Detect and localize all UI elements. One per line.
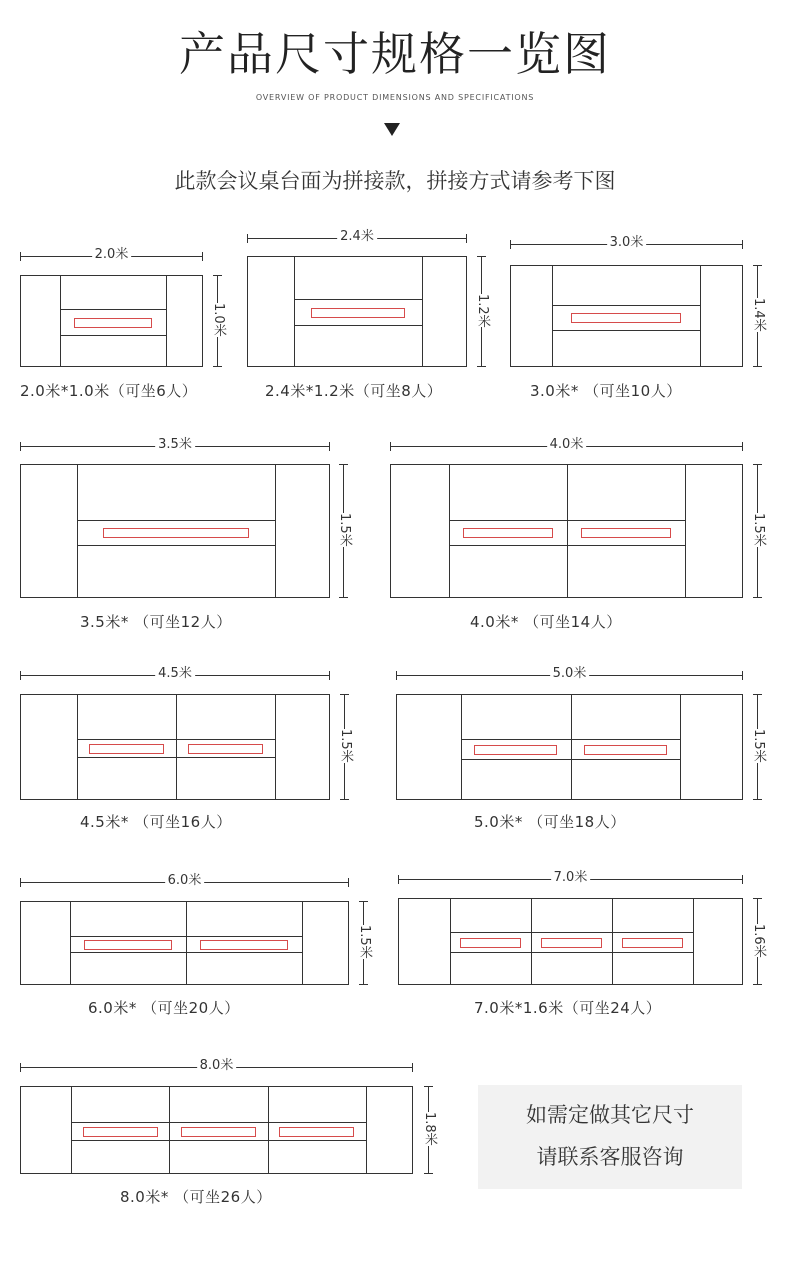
- size-caption: 6.0米* （可坐20人）: [88, 999, 240, 1017]
- width-label: 6.0米: [165, 874, 205, 888]
- width-dimension-tick: [20, 252, 21, 261]
- width-dimension-tick: [202, 252, 203, 261]
- table-end-divider: [275, 465, 276, 597]
- height-label: 1.4米: [751, 298, 766, 332]
- height-dimension-tick: [424, 1173, 433, 1174]
- width-dimension-tick: [20, 671, 21, 680]
- height-dimension-tick: [359, 901, 368, 902]
- power-outlet-strip: [83, 1127, 158, 1137]
- height-label: 1.5米: [357, 925, 372, 959]
- width-dimension-tick: [466, 234, 467, 243]
- width-label: 3.0米: [607, 236, 647, 250]
- table-outline: [20, 1086, 413, 1174]
- height-label: 1.8米: [422, 1112, 437, 1146]
- table-end-divider: [700, 266, 701, 366]
- power-outlet-strip: [460, 938, 522, 948]
- power-outlet-strip: [103, 528, 250, 538]
- width-dimension-tick: [742, 875, 743, 884]
- height-dimension-tick: [213, 366, 222, 367]
- page-title: 产品尺寸规格一览图: [179, 27, 611, 81]
- size-caption: 2.0米*1.0米（可坐6人）: [20, 382, 198, 400]
- power-outlet-strip: [89, 744, 164, 754]
- size-caption: 8.0米* （可坐26人）: [120, 1188, 272, 1206]
- height-dimension-tick: [424, 1086, 433, 1087]
- height-dimension-tick: [339, 597, 348, 598]
- width-dimension-tick: [396, 671, 397, 680]
- height-dimension-tick: [359, 984, 368, 985]
- width-dimension-tick: [247, 234, 248, 243]
- power-outlet-strip: [474, 745, 557, 755]
- down-arrow-icon: [384, 123, 400, 136]
- height-label: 1.5米: [337, 513, 352, 547]
- width-dimension-tick: [329, 442, 330, 451]
- table-end-divider: [422, 257, 423, 366]
- height-label: 1.5米: [751, 729, 766, 763]
- width-dimension-tick: [742, 671, 743, 680]
- width-label: 2.0米: [92, 248, 132, 262]
- power-outlet-strip: [181, 1127, 256, 1137]
- table-outline: [396, 694, 743, 800]
- page-subtitle: OVERVIEW OF PRODUCT DIMENSIONS AND SPECIFICATIONS: [255, 93, 535, 102]
- custom-size-box: [478, 1085, 742, 1189]
- table-end-divider: [166, 276, 167, 366]
- table-end-divider: [680, 695, 681, 799]
- table-outline: [20, 464, 330, 598]
- power-outlet-strip: [200, 940, 288, 950]
- table-end-divider: [366, 1087, 367, 1173]
- size-caption: 4.5米* （可坐16人）: [80, 813, 232, 831]
- table-end-divider: [685, 465, 686, 597]
- table-end-divider: [302, 902, 303, 984]
- power-outlet-strip: [541, 938, 603, 948]
- custom-line-2: 请联系客服咨询: [536, 1145, 684, 1169]
- power-outlet-strip: [279, 1127, 354, 1137]
- power-outlet-strip: [311, 308, 406, 318]
- size-caption: 5.0米* （可坐18人）: [474, 813, 626, 831]
- height-dimension-tick: [753, 265, 762, 266]
- power-outlet-strip: [571, 313, 681, 323]
- height-dimension-tick: [753, 366, 762, 367]
- table-outline: [398, 898, 743, 985]
- width-dimension-tick: [20, 442, 21, 451]
- width-label: 8.0米: [197, 1059, 237, 1073]
- power-outlet-strip: [188, 744, 263, 754]
- splicing-note: 此款会议桌台面为拼接款，拼接方式请参考下图: [174, 169, 616, 193]
- width-label: 3.5米: [155, 438, 195, 452]
- height-dimension-tick: [340, 694, 349, 695]
- height-dimension-tick: [340, 799, 349, 800]
- width-dimension-tick: [398, 875, 399, 884]
- table-end-divider: [275, 695, 276, 799]
- height-dimension-tick: [753, 597, 762, 598]
- height-dimension-tick: [477, 256, 486, 257]
- height-dimension-tick: [753, 898, 762, 899]
- height-label: 1.2米: [475, 293, 490, 328]
- power-outlet-strip: [84, 940, 172, 950]
- width-label: 5.0米: [550, 667, 590, 681]
- height-label: 1.0米: [211, 303, 226, 337]
- height-dimension-tick: [753, 799, 762, 800]
- height-dimension-tick: [339, 464, 348, 465]
- size-caption: 2.4米*1.2米（可坐8人）: [265, 382, 443, 400]
- power-outlet-strip: [74, 318, 152, 328]
- width-dimension-tick: [390, 442, 391, 451]
- width-dimension-tick: [742, 240, 743, 249]
- height-label: 1.6米: [751, 923, 766, 958]
- width-label: 7.0米: [551, 871, 591, 885]
- height-dimension-tick: [213, 275, 222, 276]
- custom-line-1: 如需定做其它尺寸: [526, 1103, 694, 1127]
- width-label: 4.5米: [155, 667, 195, 681]
- size-caption: 3.0米* （可坐10人）: [530, 382, 682, 400]
- table-outline: [390, 464, 743, 598]
- table-outline: [247, 256, 467, 367]
- table-outline: [20, 901, 349, 985]
- height-label: 1.5米: [751, 513, 766, 547]
- width-dimension-tick: [20, 878, 21, 887]
- width-dimension-tick: [742, 442, 743, 451]
- width-dimension-tick: [412, 1063, 413, 1072]
- table-outline: [510, 265, 743, 367]
- power-outlet-strip: [622, 938, 684, 948]
- power-outlet-strip: [463, 528, 553, 538]
- height-dimension-tick: [477, 366, 486, 367]
- width-label: 2.4米: [337, 230, 377, 244]
- height-dimension-tick: [753, 694, 762, 695]
- width-dimension-tick: [20, 1063, 21, 1072]
- power-outlet-strip: [584, 745, 667, 755]
- width-dimension-tick: [348, 878, 349, 887]
- width-label: 4.0米: [547, 438, 587, 452]
- size-caption: 7.0米*1.6米（可坐24人）: [474, 999, 662, 1017]
- height-dimension-tick: [753, 984, 762, 985]
- table-outline: [20, 275, 203, 367]
- height-label: 1.5米: [338, 729, 353, 763]
- power-outlet-strip: [581, 528, 671, 538]
- table-outline: [20, 694, 330, 800]
- size-caption: 4.0米* （可坐14人）: [470, 613, 622, 631]
- height-dimension-tick: [753, 464, 762, 465]
- width-dimension-tick: [510, 240, 511, 249]
- size-caption: 3.5米* （可坐12人）: [80, 613, 232, 631]
- width-dimension-tick: [329, 671, 330, 680]
- table-end-divider: [693, 899, 694, 984]
